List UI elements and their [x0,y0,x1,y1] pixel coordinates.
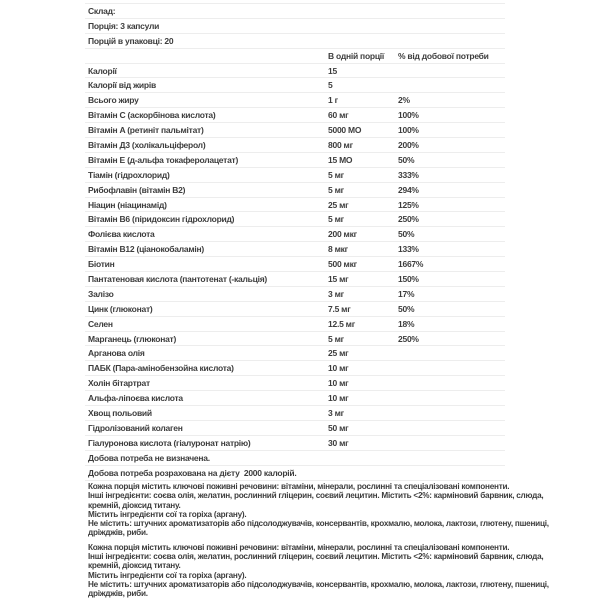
ingredients-line: Інші інгредієнти: соєва олія, желатин, рослинний гліцерин, соєвий лецитин. Містить <2%: карміновий барвник, слюда, [88,491,544,501]
table-row-serving-size [85,19,505,34]
nutrient-label: Рибофлавін (вітамін B2) [88,184,186,195]
nutrient-dv: 17% [398,288,415,299]
nutrient-dv: 333% [398,169,419,180]
composition-heading: Склад: [88,5,116,16]
serving-size-text: Порція: 3 капсули [88,20,160,31]
nutrient-amount: 200 мкг [328,229,357,240]
nutrient-dv: 200% [398,139,419,150]
table-row [85,123,505,138]
table-row [85,272,505,287]
ingredients-line: Містить інгредієнти сої та горіха (аргану). [88,570,247,580]
nutrient-dv: 50% [398,303,415,314]
ingredients-notes [88,482,588,604]
nutrient-amount: 15 [328,65,337,76]
nutrient-dv: 125% [398,199,419,210]
nutrient-amount: 5 мг [328,214,344,225]
table-row [85,406,505,421]
table-row [85,257,505,272]
nutrient-label: Гіалуронова кислота (гіалуронат натрію) [88,437,251,448]
table-row [85,153,505,168]
ingredients-line: Інші інгредієнти: соєва олія, желатин, рослинний гліцерин, соєвий лецитин. Містить <2%: карміновий барвник, слюда, [88,552,544,562]
nutrient-amount: 500 мкг [328,259,357,270]
nutrient-amount: 7.5 мг [328,303,351,314]
nutrient-dv: 150% [398,273,419,284]
table-row [85,376,505,391]
note-dv-not-established: Добова потреба не визначена. [88,452,210,463]
table-row [85,391,505,406]
ingredients-line: дріжджів, риби. [88,589,148,599]
note-dv-basis: Добова потреба розрахована на дієту 2000 калорій. [88,467,297,478]
nutrient-dv: 100% [398,125,419,136]
ingredients-line: Містить інгредієнти сої та горіха (аргану). [88,509,247,519]
nutrient-amount: 50 мг [328,422,349,433]
nutrient-label: ПАБК (Пара-амінобензойна кислота) [88,363,234,374]
table-row [85,227,505,242]
nutrient-label: Ніацин (ніацинамід) [88,199,167,210]
nutrient-amount: 5 мг [328,184,344,195]
ingredients-line: Не містить: штучних ароматизаторів або підсолоджувачів, консервантів, крохмалю, молока, лактози, глютену, пшениці, [88,519,549,529]
nutrient-label: Вітамін B6 (піридоксин гідрохлорид) [88,214,235,225]
table-row [85,361,505,376]
table-header-row [85,49,505,64]
servings-per-container-text: Порцій в упаковці: 20 [88,35,174,46]
table-row [85,198,505,213]
nutrient-dv: 50% [398,229,415,240]
nutrient-amount: 800 мг [328,139,353,150]
ingredients-line: Кожна порція містить ключові поживні речовини: вітаміни, мінерали, рослинні та спеціалізовані компоненти. [88,482,510,491]
nutrient-label: Холін бітартрат [88,378,150,389]
table-row-note-dv-not-established [85,451,505,466]
nutrient-amount: 10 мг [328,363,349,374]
nutrient-label: Марганець (глюконат) [88,333,177,344]
table-row-servings-per-container [85,34,505,49]
nutrient-label: Калорії [88,65,117,76]
nutrient-label: Альфа-ліпоєва кислота [88,393,183,404]
table-row [85,332,505,347]
nutrient-label: Всього жиру [88,95,139,106]
table-row [85,436,505,451]
nutrient-amount: 25 мг [328,348,349,359]
table-row [85,421,505,436]
nutrient-amount: 12.5 мг [328,318,355,329]
nutrient-dv: 50% [398,154,415,165]
nutrient-amount: 10 мг [328,393,349,404]
ingredients-line: кремній, діоксид титану. [88,500,181,510]
nutrient-label: Фолієва кислота [88,229,155,240]
nutrient-amount: 5 мг [328,333,344,344]
nutrient-label: Цинк (глюконат) [88,303,153,314]
table-row [85,168,505,183]
nutrient-amount: 8 мкг [328,244,348,255]
facts-table [85,3,505,481]
nutrient-amount: 3 мг [328,288,344,299]
nutrient-label: Вітамін Д3 (холікальціферол) [88,139,206,150]
nutrient-amount: 15 мг [328,273,349,284]
nutrient-amount: 3 мг [328,407,344,418]
nutrient-amount: 60 мг [328,110,349,121]
nutrient-label: Гідролізований колаген [88,422,183,433]
table-row [85,93,505,108]
table-row-note-dv-basis [85,466,505,481]
nutrient-label: Хвощ польовий [88,407,152,418]
table-row [85,78,505,93]
nutrient-dv: 100% [398,110,419,121]
table-row [85,317,505,332]
table-row [85,242,505,257]
table-row [85,287,505,302]
nutrient-dv: 250% [398,214,419,225]
nutrient-amount: 5 мг [328,169,344,180]
nutrient-label: Вітамін B12 (ціанокобаламін) [88,244,205,255]
nutrient-amount: 30 мг [328,437,349,448]
table-row [85,108,505,123]
nutrient-amount: 1 г [328,95,338,106]
nutrient-label: Арганова олія [88,348,145,359]
nutrient-label: Калорії від жирів [88,80,156,91]
ingredients-line: кремній, діоксид титану. [88,561,181,571]
nutrient-amount: 10 мг [328,378,349,389]
nutrient-label: Біотин [88,259,115,270]
nutrient-amount: 25 мг [328,199,349,210]
ingredients-paragraph [88,482,588,538]
nutrient-label: Пантатеновая кислота (пантотенат (-кальція) [88,273,267,284]
nutrient-amount: 5 [328,80,333,91]
nutrient-label: Селен [88,318,113,329]
nutrient-label: Вітамін C (аскорбінова кислота) [88,110,216,121]
nutrient-dv: 250% [398,333,419,344]
column-header-amount: В одній порції [328,50,385,61]
nutrient-dv: 18% [398,318,415,329]
nutrient-dv: 133% [398,244,419,255]
nutrient-dv: 294% [398,184,419,195]
ingredients-paragraph [88,543,588,599]
nutrient-label: Вітамін A (ретиніт пальмітат) [88,125,204,136]
nutrient-label: Тіамін (гідрохлорид) [88,169,170,180]
nutrient-label: Залізо [88,288,114,299]
table-row [85,183,505,198]
table-row [85,302,505,317]
column-header-dv: % від добової потреби [398,50,489,61]
nutrient-dv: 2% [398,95,410,106]
table-row [85,346,505,361]
ingredients-line: дріжджів, риби. [88,528,148,538]
nutrient-amount: 15 МО [328,154,353,165]
table-row [85,138,505,153]
ingredients-line: Кожна порція містить ключові поживні речовини: вітаміни, мінерали, рослинні та спеціалізовані компоненти. [88,542,510,552]
nutrient-amount: 5000 МО [328,125,362,136]
table-row [85,64,505,79]
table-row-composition [85,4,505,19]
ingredients-line: Не містить: штучних ароматизаторів або підсолоджувачів, консервантів, крохмалю, молока, лактози, глютену, пшениці, [88,579,549,589]
nutrient-rows [85,64,505,451]
nutrient-dv: 1667% [398,259,424,270]
nutrient-label: Вітамін E (д-альфа токаферолацетат) [88,154,239,165]
table-row [85,212,505,227]
